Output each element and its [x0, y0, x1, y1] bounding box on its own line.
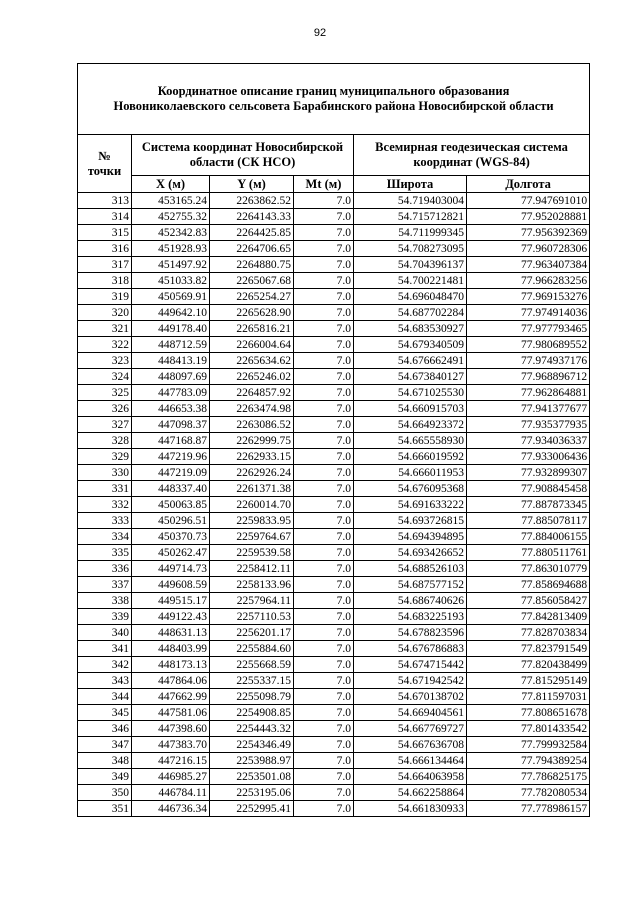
longitude-cell: 77.935377935 [467, 417, 590, 433]
latitude-cell: 54.696048470 [354, 289, 467, 305]
y-cell: 2255337.15 [210, 673, 294, 689]
latitude-cell: 54.708273095 [354, 241, 467, 257]
point-number-cell: 318 [78, 273, 132, 289]
longitude-cell: 77.823791549 [467, 641, 590, 657]
mt-cell: 7.0 [294, 657, 354, 673]
point-number-cell: 339 [78, 609, 132, 625]
point-number-cell: 320 [78, 305, 132, 321]
y-cell: 2253195.06 [210, 785, 294, 801]
latitude-cell: 54.683225193 [354, 609, 467, 625]
x-cell: 449714.73 [132, 561, 210, 577]
point-number-cell: 342 [78, 657, 132, 673]
longitude-cell: 77.974937176 [467, 353, 590, 369]
point-number-cell: 316 [78, 241, 132, 257]
y-cell: 2254346.49 [210, 737, 294, 753]
longitude-cell: 77.808651678 [467, 705, 590, 721]
table-row [78, 257, 590, 273]
y-cell: 2264143.33 [210, 209, 294, 225]
x-cell: 449178.40 [132, 321, 210, 337]
point-number-cell: 314 [78, 209, 132, 225]
y-cell: 2254908.85 [210, 705, 294, 721]
longitude-cell: 77.786825175 [467, 769, 590, 785]
longitude-cell: 77.863010779 [467, 561, 590, 577]
longitude-cell: 77.828703834 [467, 625, 590, 641]
latitude-cell: 54.665558930 [354, 433, 467, 449]
latitude-cell: 54.662258864 [354, 785, 467, 801]
table-row [78, 321, 590, 337]
x-cell: 447581.06 [132, 705, 210, 721]
longitude-cell: 77.974914036 [467, 305, 590, 321]
header-point-number-label: точки [87, 163, 122, 178]
longitude-cell: 77.933006436 [467, 449, 590, 465]
latitude-cell: 54.676662491 [354, 353, 467, 369]
y-cell: 2265246.02 [210, 369, 294, 385]
mt-cell: 7.0 [294, 353, 354, 369]
table-row [78, 449, 590, 465]
mt-cell: 7.0 [294, 385, 354, 401]
y-cell: 2259764.67 [210, 529, 294, 545]
x-cell: 447383.70 [132, 737, 210, 753]
mt-cell: 7.0 [294, 289, 354, 305]
x-cell: 449608.59 [132, 577, 210, 593]
table-row [78, 785, 590, 801]
longitude-cell: 77.820438499 [467, 657, 590, 673]
y-cell: 2266004.64 [210, 337, 294, 353]
y-cell: 2254443.32 [210, 721, 294, 737]
x-cell: 446985.27 [132, 769, 210, 785]
x-cell: 448403.99 [132, 641, 210, 657]
y-cell: 2263086.52 [210, 417, 294, 433]
point-number-cell: 348 [78, 753, 132, 769]
mt-cell: 7.0 [294, 337, 354, 353]
y-cell: 2255098.79 [210, 689, 294, 705]
mt-cell: 7.0 [294, 609, 354, 625]
mt-cell: 7.0 [294, 625, 354, 641]
table-row [78, 369, 590, 385]
y-cell: 2258412.11 [210, 561, 294, 577]
header-latitude: Широта [354, 176, 467, 193]
x-cell: 447219.09 [132, 465, 210, 481]
latitude-cell: 54.670138702 [354, 689, 467, 705]
longitude-cell: 77.941377677 [467, 401, 590, 417]
latitude-cell: 54.674715442 [354, 657, 467, 673]
y-cell: 2265816.21 [210, 321, 294, 337]
x-cell: 450569.91 [132, 289, 210, 305]
mt-cell: 7.0 [294, 369, 354, 385]
table-row [78, 353, 590, 369]
mt-cell: 7.0 [294, 705, 354, 721]
y-cell: 2260014.70 [210, 497, 294, 513]
x-cell: 448413.19 [132, 353, 210, 369]
latitude-cell: 54.715712821 [354, 209, 467, 225]
x-cell: 450370.73 [132, 529, 210, 545]
longitude-cell: 77.858694688 [467, 577, 590, 593]
latitude-cell: 54.719403004 [354, 193, 467, 209]
table-row [78, 801, 590, 817]
mt-cell: 7.0 [294, 689, 354, 705]
mt-cell: 7.0 [294, 673, 354, 689]
latitude-cell: 54.673840127 [354, 369, 467, 385]
point-number-cell: 331 [78, 481, 132, 497]
longitude-cell: 77.794389254 [467, 753, 590, 769]
x-cell: 448173.13 [132, 657, 210, 673]
y-cell: 2264857.92 [210, 385, 294, 401]
point-number-cell: 333 [78, 513, 132, 529]
longitude-cell: 77.799932584 [467, 737, 590, 753]
latitude-cell: 54.693426652 [354, 545, 467, 561]
latitude-cell: 54.671942542 [354, 673, 467, 689]
x-cell: 452342.83 [132, 225, 210, 241]
y-cell: 2265254.27 [210, 289, 294, 305]
y-cell: 2262926.24 [210, 465, 294, 481]
mt-cell: 7.0 [294, 465, 354, 481]
table-row [78, 641, 590, 657]
mt-cell: 7.0 [294, 721, 354, 737]
header-y: Y (м) [210, 176, 294, 193]
header-wgs-system: Всемирная геодезическая система координат (WGS-84) [354, 135, 590, 176]
point-number-cell: 313 [78, 193, 132, 209]
point-number-cell: 344 [78, 689, 132, 705]
mt-cell: 7.0 [294, 753, 354, 769]
table-title-line-1: Координатное описание границ муниципального образования [157, 84, 510, 98]
longitude-cell: 77.968896712 [467, 369, 590, 385]
point-number-cell: 349 [78, 769, 132, 785]
longitude-cell: 77.956392369 [467, 225, 590, 241]
latitude-cell: 54.687577152 [354, 577, 467, 593]
point-number-cell: 327 [78, 417, 132, 433]
latitude-cell: 54.664923372 [354, 417, 467, 433]
latitude-cell: 54.691633222 [354, 497, 467, 513]
longitude-cell: 77.887873345 [467, 497, 590, 513]
point-number-cell: 321 [78, 321, 132, 337]
point-number-cell: 329 [78, 449, 132, 465]
y-cell: 2259833.95 [210, 513, 294, 529]
x-cell: 447662.99 [132, 689, 210, 705]
mt-cell: 7.0 [294, 785, 354, 801]
latitude-cell: 54.704396137 [354, 257, 467, 273]
table-row [78, 497, 590, 513]
mt-cell: 7.0 [294, 449, 354, 465]
y-cell: 2259539.58 [210, 545, 294, 561]
point-number-cell: 345 [78, 705, 132, 721]
point-number-cell: 319 [78, 289, 132, 305]
mt-cell: 7.0 [294, 545, 354, 561]
table-row [78, 769, 590, 785]
longitude-cell: 77.801433542 [467, 721, 590, 737]
y-cell: 2253988.97 [210, 753, 294, 769]
header-point-number-symbol: № [98, 148, 111, 163]
longitude-cell: 77.778986157 [467, 801, 590, 817]
longitude-cell: 77.856058427 [467, 593, 590, 609]
x-cell: 447098.37 [132, 417, 210, 433]
y-cell: 2265634.62 [210, 353, 294, 369]
longitude-cell: 77.811597031 [467, 689, 590, 705]
table-row [78, 193, 590, 209]
x-cell: 448097.69 [132, 369, 210, 385]
mt-cell: 7.0 [294, 801, 354, 817]
table-row [78, 529, 590, 545]
point-number-cell: 325 [78, 385, 132, 401]
y-cell: 2264706.65 [210, 241, 294, 257]
latitude-cell: 54.688526103 [354, 561, 467, 577]
x-cell: 446653.38 [132, 401, 210, 417]
point-number-cell: 336 [78, 561, 132, 577]
longitude-cell: 77.962864881 [467, 385, 590, 401]
longitude-cell: 77.885078117 [467, 513, 590, 529]
mt-cell: 7.0 [294, 401, 354, 417]
longitude-cell: 77.815295149 [467, 673, 590, 689]
mt-cell: 7.0 [294, 529, 354, 545]
point-number-cell: 341 [78, 641, 132, 657]
table-row [78, 225, 590, 241]
latitude-cell: 54.667769727 [354, 721, 467, 737]
y-cell: 2253501.08 [210, 769, 294, 785]
mt-cell: 7.0 [294, 417, 354, 433]
mt-cell: 7.0 [294, 225, 354, 241]
x-cell: 449515.17 [132, 593, 210, 609]
latitude-cell: 54.693726815 [354, 513, 467, 529]
x-cell: 452755.32 [132, 209, 210, 225]
table-row [78, 705, 590, 721]
longitude-cell: 77.842813409 [467, 609, 590, 625]
longitude-cell: 77.952028881 [467, 209, 590, 225]
y-cell: 2258133.96 [210, 577, 294, 593]
longitude-cell: 77.932899307 [467, 465, 590, 481]
table-row [78, 401, 590, 417]
point-number-cell: 337 [78, 577, 132, 593]
latitude-cell: 54.669404561 [354, 705, 467, 721]
table-title [78, 64, 590, 135]
mt-cell: 7.0 [294, 497, 354, 513]
longitude-cell: 77.966283256 [467, 273, 590, 289]
mt-cell: 7.0 [294, 577, 354, 593]
longitude-cell: 77.884006155 [467, 529, 590, 545]
latitude-cell: 54.664063958 [354, 769, 467, 785]
mt-cell: 7.0 [294, 257, 354, 273]
y-cell: 2257110.53 [210, 609, 294, 625]
x-cell: 447216.15 [132, 753, 210, 769]
y-cell: 2256201.17 [210, 625, 294, 641]
longitude-cell: 77.980689552 [467, 337, 590, 353]
table-row [78, 305, 590, 321]
y-cell: 2262999.75 [210, 433, 294, 449]
x-cell: 451928.93 [132, 241, 210, 257]
point-number-cell: 330 [78, 465, 132, 481]
header-local-system: Система координат Новосибирской области (СК НСО) [132, 135, 354, 176]
x-cell: 446736.34 [132, 801, 210, 817]
mt-cell: 7.0 [294, 481, 354, 497]
mt-cell: 7.0 [294, 737, 354, 753]
point-number-cell: 332 [78, 497, 132, 513]
table-row [78, 545, 590, 561]
mt-cell: 7.0 [294, 193, 354, 209]
coordinates-table [77, 63, 590, 817]
point-number-cell: 324 [78, 369, 132, 385]
latitude-cell: 54.678823596 [354, 625, 467, 641]
latitude-cell: 54.671025530 [354, 385, 467, 401]
y-cell: 2252995.41 [210, 801, 294, 817]
y-cell: 2264425.85 [210, 225, 294, 241]
point-number-cell: 322 [78, 337, 132, 353]
mt-cell: 7.0 [294, 209, 354, 225]
point-number-cell: 351 [78, 801, 132, 817]
header-point-number [78, 135, 132, 193]
point-number-cell: 347 [78, 737, 132, 753]
y-cell: 2261371.38 [210, 481, 294, 497]
mt-cell: 7.0 [294, 321, 354, 337]
latitude-cell: 54.683530927 [354, 321, 467, 337]
point-number-cell: 328 [78, 433, 132, 449]
table-row [78, 385, 590, 401]
x-cell: 447219.96 [132, 449, 210, 465]
table-row [78, 513, 590, 529]
longitude-cell: 77.969153276 [467, 289, 590, 305]
table-row [78, 593, 590, 609]
point-number-cell: 323 [78, 353, 132, 369]
x-cell: 447398.60 [132, 721, 210, 737]
table-row [78, 609, 590, 625]
mt-cell: 7.0 [294, 593, 354, 609]
latitude-cell: 54.700221481 [354, 273, 467, 289]
latitude-cell: 54.694394895 [354, 529, 467, 545]
longitude-cell: 77.934036337 [467, 433, 590, 449]
table-row [78, 289, 590, 305]
y-cell: 2264880.75 [210, 257, 294, 273]
latitude-cell: 54.666011953 [354, 465, 467, 481]
x-cell: 446784.11 [132, 785, 210, 801]
longitude-cell: 77.908845458 [467, 481, 590, 497]
mt-cell: 7.0 [294, 641, 354, 657]
point-number-cell: 335 [78, 545, 132, 561]
y-cell: 2263474.98 [210, 401, 294, 417]
latitude-cell: 54.676786883 [354, 641, 467, 657]
latitude-cell: 54.679340509 [354, 337, 467, 353]
point-number-cell: 326 [78, 401, 132, 417]
table-row [78, 481, 590, 497]
y-cell: 2265067.68 [210, 273, 294, 289]
table-row [78, 241, 590, 257]
x-cell: 450063.85 [132, 497, 210, 513]
mt-cell: 7.0 [294, 273, 354, 289]
longitude-cell: 77.960728306 [467, 241, 590, 257]
table-row [78, 209, 590, 225]
table-title-line-2: Новониколаевского сельсовета Барабинского района Новосибирской области [113, 99, 554, 113]
point-number-cell: 346 [78, 721, 132, 737]
y-cell: 2255668.59 [210, 657, 294, 673]
table-row [78, 737, 590, 753]
longitude-cell: 77.977793465 [467, 321, 590, 337]
x-cell: 450296.51 [132, 513, 210, 529]
header-longitude: Долгота [467, 176, 590, 193]
latitude-cell: 54.661830933 [354, 801, 467, 817]
table-body [78, 193, 590, 817]
mt-cell: 7.0 [294, 241, 354, 257]
table-row [78, 273, 590, 289]
latitude-cell: 54.711999345 [354, 225, 467, 241]
y-cell: 2255884.60 [210, 641, 294, 657]
table-row [78, 417, 590, 433]
page-number: 92 [313, 27, 327, 39]
longitude-cell: 77.963407384 [467, 257, 590, 273]
table-row [78, 657, 590, 673]
y-cell: 2263862.52 [210, 193, 294, 209]
table-row [78, 337, 590, 353]
point-number-cell: 334 [78, 529, 132, 545]
table-row [78, 577, 590, 593]
mt-cell: 7.0 [294, 769, 354, 785]
x-cell: 447168.87 [132, 433, 210, 449]
x-cell: 447783.09 [132, 385, 210, 401]
point-number-cell: 350 [78, 785, 132, 801]
mt-cell: 7.0 [294, 305, 354, 321]
table-row [78, 721, 590, 737]
table-row [78, 753, 590, 769]
mt-cell: 7.0 [294, 433, 354, 449]
point-number-cell: 338 [78, 593, 132, 609]
x-cell: 451033.82 [132, 273, 210, 289]
x-cell: 447864.06 [132, 673, 210, 689]
latitude-cell: 54.676095368 [354, 481, 467, 497]
x-cell: 448631.13 [132, 625, 210, 641]
latitude-cell: 54.667636708 [354, 737, 467, 753]
mt-cell: 7.0 [294, 513, 354, 529]
x-cell: 450262.47 [132, 545, 210, 561]
x-cell: 449122.43 [132, 609, 210, 625]
longitude-cell: 77.782080534 [467, 785, 590, 801]
point-number-cell: 340 [78, 625, 132, 641]
table-row [78, 465, 590, 481]
x-cell: 449642.10 [132, 305, 210, 321]
table-row [78, 689, 590, 705]
table-row [78, 561, 590, 577]
point-number-cell: 317 [78, 257, 132, 273]
latitude-cell: 54.666134464 [354, 753, 467, 769]
table-row [78, 625, 590, 641]
latitude-cell: 54.686740626 [354, 593, 467, 609]
latitude-cell: 54.666019592 [354, 449, 467, 465]
y-cell: 2265628.90 [210, 305, 294, 321]
x-cell: 448712.59 [132, 337, 210, 353]
mt-cell: 7.0 [294, 561, 354, 577]
header-mt: Mt (м) [294, 176, 354, 193]
point-number-cell: 315 [78, 225, 132, 241]
longitude-cell: 77.947691010 [467, 193, 590, 209]
x-cell: 451497.92 [132, 257, 210, 273]
point-number-cell: 343 [78, 673, 132, 689]
latitude-cell: 54.687702284 [354, 305, 467, 321]
latitude-cell: 54.660915703 [354, 401, 467, 417]
header-x: X (м) [132, 176, 210, 193]
x-cell: 453165.24 [132, 193, 210, 209]
longitude-cell: 77.880511761 [467, 545, 590, 561]
y-cell: 2257964.11 [210, 593, 294, 609]
y-cell: 2262933.15 [210, 449, 294, 465]
table-row [78, 433, 590, 449]
x-cell: 448337.40 [132, 481, 210, 497]
table-row [78, 673, 590, 689]
